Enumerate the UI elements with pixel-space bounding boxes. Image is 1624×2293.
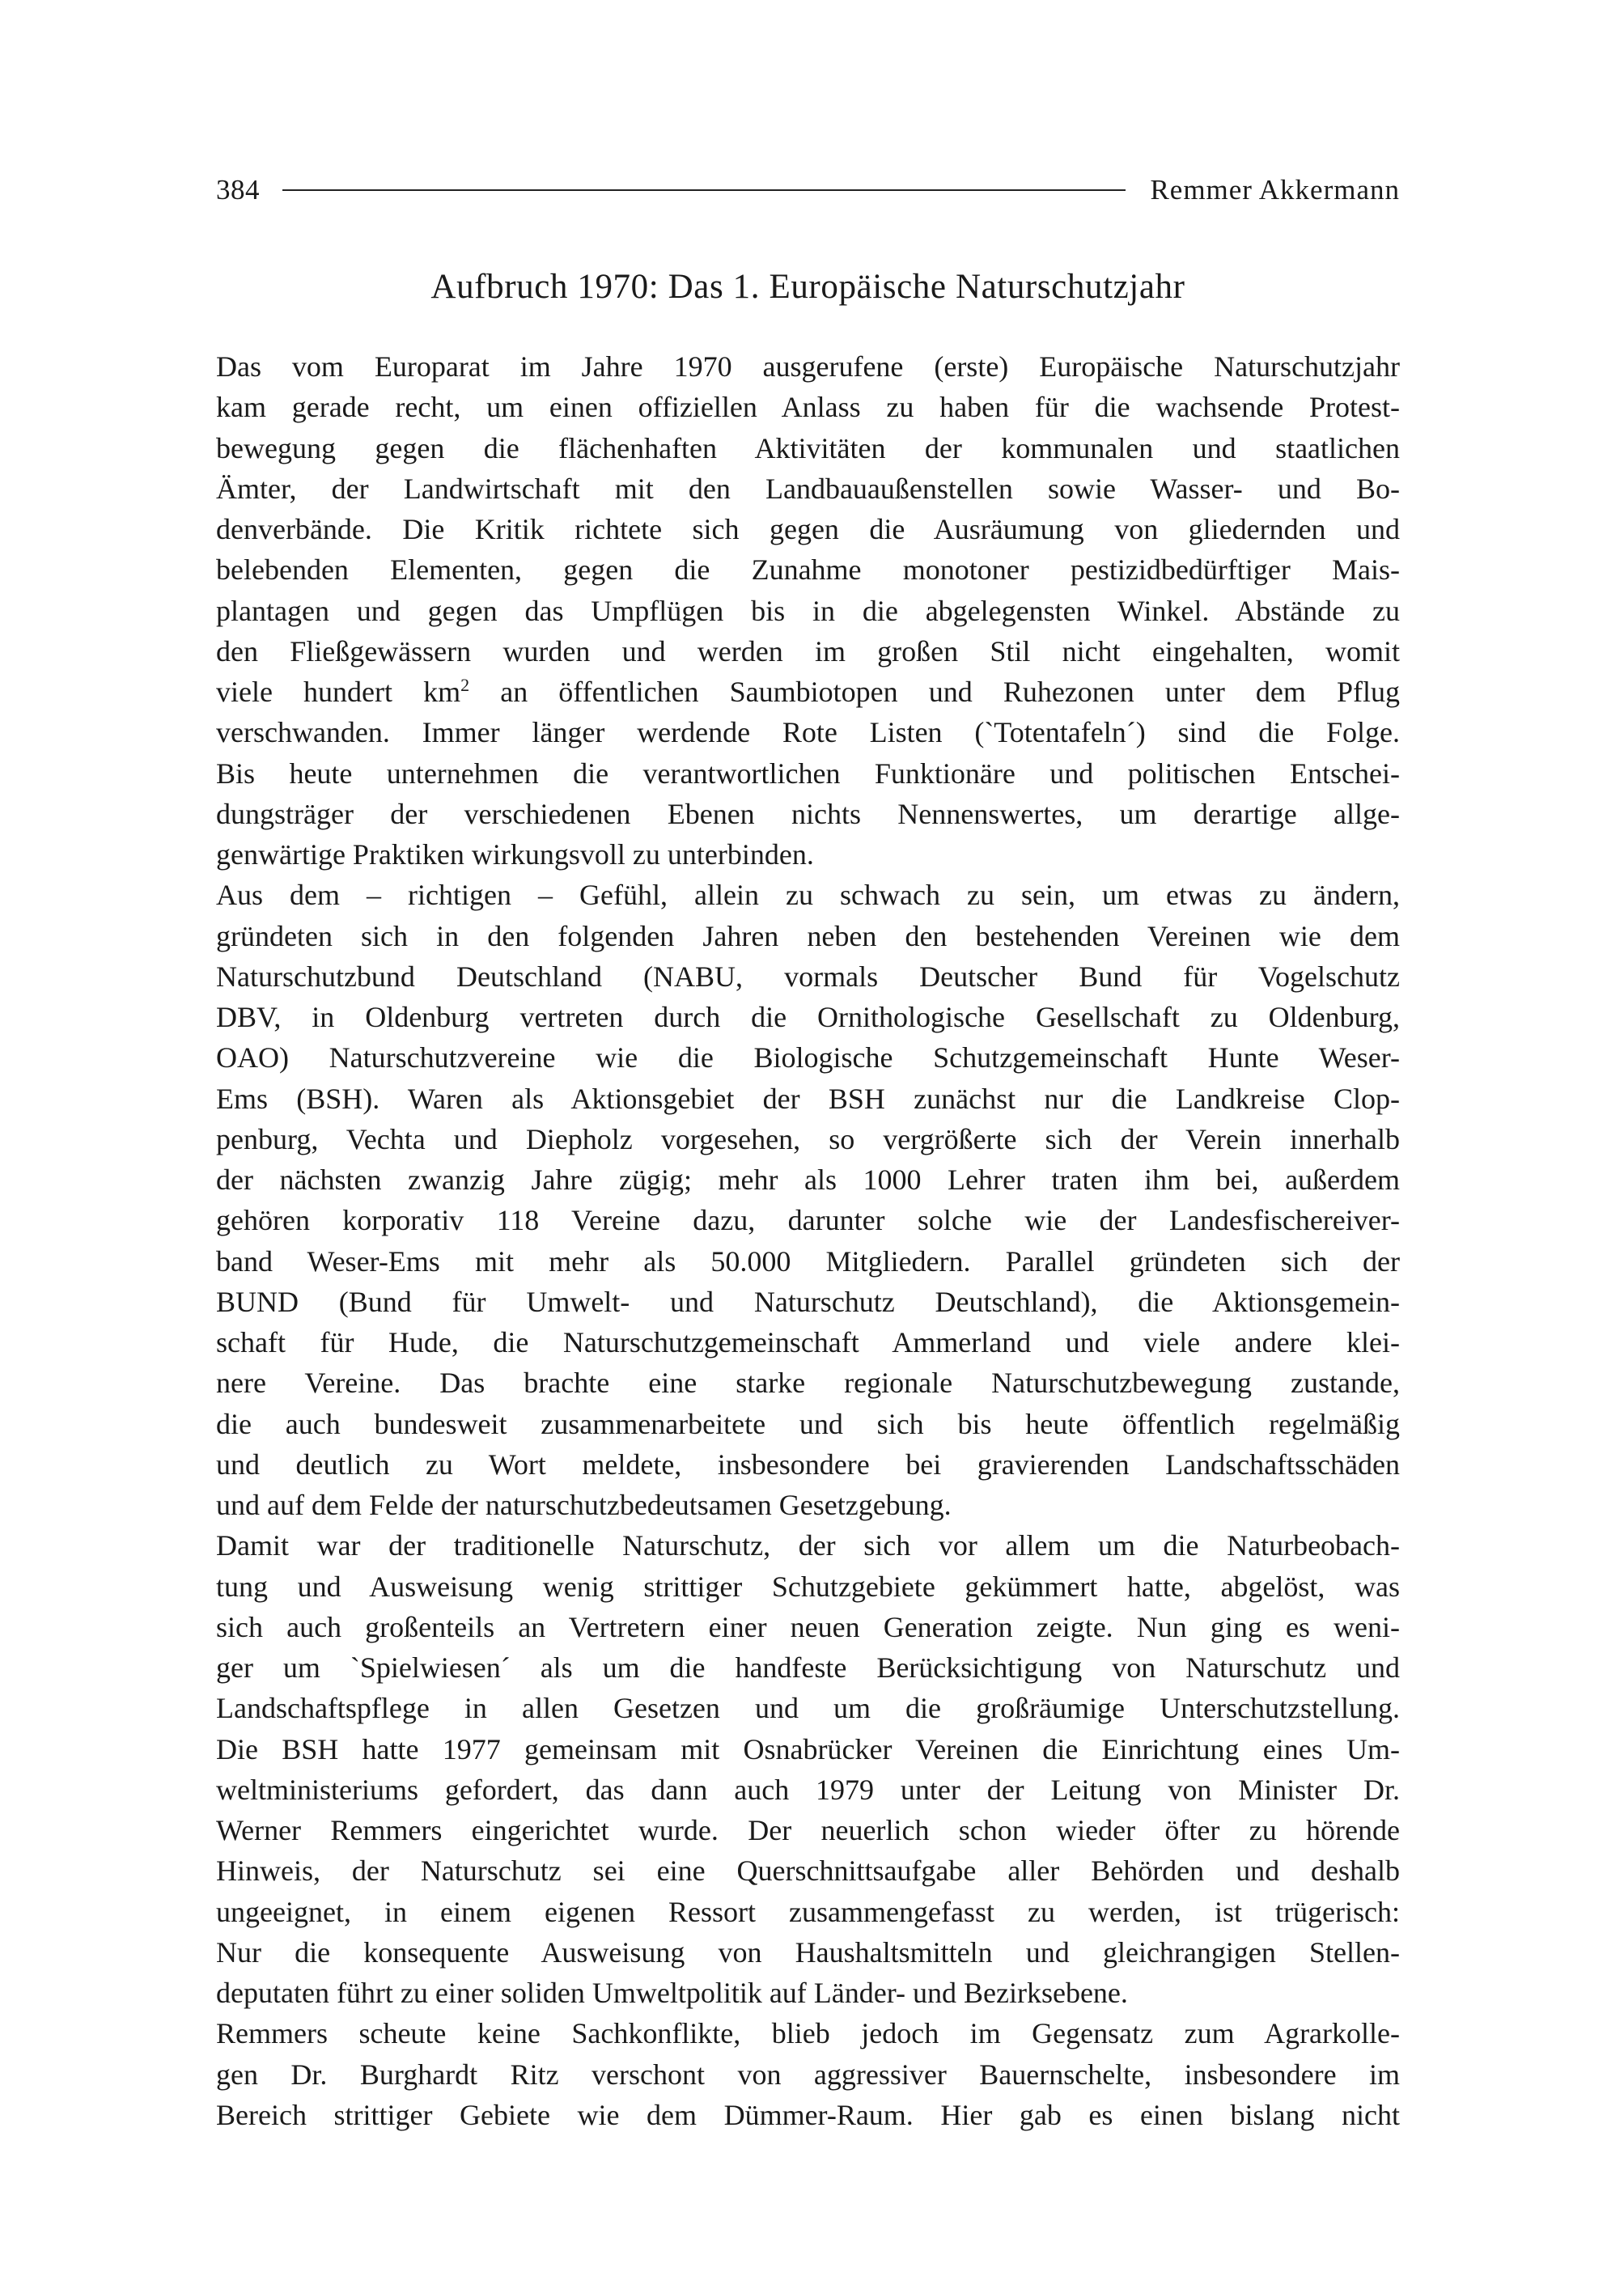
text-line-content: plantagen und gegen das Umpflügen bis in die abgelegensten Winkel. Abstände zu [216, 594, 1400, 627]
text-line-content: DBV, in Oldenburg vertreten durch die Ornithologische Gesellschaft zu Oldenburg, [216, 1001, 1400, 1033]
text-line [216, 794, 1400, 834]
text-line-content: den Fließgewässern wurden und werden im großen Stil nicht eingehalten, womit [216, 634, 1400, 668]
text-line-content: penburg, Vechta und Diepholz vorgesehen, so vergrößerte sich der Verein innerhalb [216, 1122, 1400, 1155]
text-line-content: Bis heute unternehmen die verantwortlichen Funktionäre und politischen Entschei- [216, 757, 1400, 790]
text-line-content: Ämter, der Landwirtschaft mit den Landbauaußenstellen sowie Wasser- und Bo- [216, 472, 1400, 505]
text-line [216, 387, 1400, 427]
text-line-content: gen Dr. Burghardt Ritz verschont von aggressiver Bauernschelte, insbesondere im [216, 2058, 1400, 2091]
text-line-content: nere Vereine. Das brachte eine starke regionale Naturschutzbewegung zustande, [216, 1367, 1400, 1400]
text-line-content: belebenden Elementen, gegen die Zunahme monotoner pestizidbedürftiger Mais- [216, 553, 1400, 587]
text-line [216, 1037, 1400, 1078]
text-line [216, 428, 1400, 468]
text-line [216, 1688, 1400, 1728]
text-line-content: Naturschutzbund Deutschland (NABU, vormals Deutscher Bund für Vogelschutz [216, 960, 1400, 993]
text-line [216, 875, 1400, 915]
text-line-content: Aus dem – richtigen – Gefühl, allein zu schwach zu sein, um etwas zu ändern, [216, 879, 1400, 912]
text-line-content: band Weser-Ems mit mehr als 50.000 Mitgliedern. Parallel gründeten sich der [216, 1244, 1400, 1278]
text-line-content: Damit war der traditionelle Naturschutz, der sich vor allem um die Naturbeobach- [216, 1529, 1400, 1562]
text-line-content: bewegung gegen die flächenhaften Aktivitäten der kommunalen und staatlichen [216, 431, 1400, 464]
text-line-content: ger um `Spielwiesen´ als um die handfeste Berücksichtigung von Naturschutz und [216, 1651, 1400, 1684]
header-rule [282, 189, 1126, 191]
text-line-content: schaft für Hude, die Naturschutzgemeinschaft Ammerland und viele andere klei- [216, 1326, 1400, 1358]
text-line-content: deputaten führt zu einer soliden Umweltpolitik auf Länder- und Bezirksebene. [216, 1977, 1128, 2009]
text-line [216, 1647, 1400, 1688]
text-line [216, 916, 1400, 956]
text-line [216, 956, 1400, 997]
text-line-content: dungsträger der verschiedenen Ebenen nichts Nennenswertes, um derartige allge- [216, 797, 1400, 830]
text-line [216, 1525, 1400, 1566]
text-line-content: Das vom Europarat im Jahre 1970 ausgerufene (erste) Europäische Naturschutzjahr [216, 350, 1400, 383]
text-line-content: Landschaftspflege in allen Gesetzen und um die großräumige Unterschutzstellung. [216, 1692, 1400, 1725]
text-line-content: die auch bundesweit zusammenarbeitete und sich bis heute öffentlich regelmäßig [216, 1407, 1400, 1440]
text-line [216, 1322, 1400, 1363]
text-line [216, 1850, 1400, 1891]
text-line-content: BUND (Bund für Umwelt- und Naturschutz Deutschland), die Aktionsgemein- [216, 1285, 1400, 1318]
text-line [216, 1119, 1400, 1159]
page-number: 384 [216, 174, 260, 206]
text-line-content: Nur die konsequente Ausweisung von Haushaltsmitteln und gleichrangigen Stellen- [216, 1935, 1400, 1969]
chapter-title: Aufbruch 1970: Das 1. Europäische Naturschutzjahr [430, 268, 1185, 306]
text-line [216, 1973, 1400, 2013]
text-line-content: viele hundert km [216, 676, 461, 708]
text-line-content: verschwanden. Immer länger werdende Rote Listen (`Totentafeln´) sind die Folge. [216, 716, 1400, 749]
text-line [216, 712, 1400, 752]
text-line [216, 997, 1400, 1037]
running-head-author: Remmer Akkermann [1150, 174, 1400, 206]
running-head [216, 170, 1400, 210]
text-line-content: Hinweis, der Naturschutz sei eine Querschnittsaufgabe aller Behörden und deshalb [216, 1854, 1400, 1888]
text-line-content: Ems (BSH). Waren als Aktionsgebiet der BSH zunächst nur die Landkreise Clop- [216, 1082, 1400, 1115]
text-line [216, 1404, 1400, 1444]
text-line-content: weltministeriums gefordert, das dann auch 1979 unter der Leitung von Minister Dr. [216, 1773, 1400, 1806]
body-text [216, 346, 1400, 2135]
text-line [216, 2095, 1400, 2135]
text-line-content: Bereich strittiger Gebiete wie dem Dümmer-Raum. Hier gab es einen bislang nicht [216, 2098, 1400, 2131]
text-line [216, 1200, 1400, 1240]
text-line [216, 1282, 1400, 1322]
superscript: 2 [460, 675, 470, 695]
text-line-content: sich auch großenteils an Vertretern einer neuen Generation zeigte. Nun ging es weni- [216, 1610, 1400, 1643]
text-line [216, 672, 1400, 712]
text-line-content: Werner Remmers eingerichtet wurde. Der neuerlich schon wieder öfter zu hörende [216, 1814, 1400, 1846]
text-line [216, 1485, 1400, 1525]
text-line [216, 1729, 1400, 1770]
text-line [216, 1566, 1400, 1607]
text-line [216, 1810, 1400, 1850]
text-line [216, 549, 1400, 590]
text-line [216, 1444, 1400, 1485]
text-line-continuation: an öffentlichen Saumbiotopen und Ruhezonen unter dem Pflug [469, 676, 1400, 708]
text-line-content: und deutlich zu Wort meldete, insbesondere bei gravierenden Landschaftsschäden [216, 1447, 1400, 1481]
text-line [216, 2054, 1400, 2095]
text-line-content: kam gerade recht, um einen offiziellen Anlass zu haben für die wachsende Protest- [216, 391, 1400, 424]
text-line-content: und auf dem Felde der naturschutzbedeutsamen Gesetzgebung. [216, 1489, 952, 1521]
text-line [216, 1607, 1400, 1647]
text-line-content: genwärtige Praktiken wirkungsvoll zu unterbinden. [216, 838, 814, 871]
text-line-content: der nächsten zwanzig Jahre zügig; mehr als 1000 Lehrer traten ihm bei, außerdem [216, 1163, 1400, 1196]
text-line [216, 1932, 1400, 1973]
text-line [216, 2013, 1400, 2054]
text-line [216, 468, 1400, 509]
text-line [216, 509, 1400, 549]
text-line [216, 753, 1400, 794]
text-line [216, 1363, 1400, 1403]
text-line [216, 834, 1400, 875]
text-line [216, 346, 1400, 387]
text-line-content: Remmers scheute keine Sachkonflikte, blieb jedoch im Gegensatz zum Agrarkolle- [216, 2017, 1400, 2050]
text-line [216, 1079, 1400, 1119]
text-line-content: OAO) Naturschutzvereine wie die Biologische Schutzgemeinschaft Hunte Weser- [216, 1041, 1400, 1074]
text-line [216, 1770, 1400, 1810]
text-line-content: gehören korporativ 118 Vereine dazu, darunter solche wie der Landesfischereiver- [216, 1204, 1400, 1237]
text-line-content: Die BSH hatte 1977 gemeinsam mit Osnabrücker Vereinen die Einrichtung eines Um- [216, 1732, 1400, 1765]
text-line [216, 1241, 1400, 1282]
text-line-content: gründeten sich in den folgenden Jahren neben den bestehenden Vereinen wie dem [216, 919, 1400, 952]
text-line [216, 1892, 1400, 1932]
text-line [216, 1159, 1400, 1200]
text-line-content: denverbände. Die Kritik richtete sich gegen die Ausräumung von gliedernden und [216, 513, 1400, 545]
text-line-content: tung und Ausweisung wenig strittiger Schutzgebiete gekümmert hatte, abgelöst, was [216, 1570, 1400, 1603]
text-line-content: ungeeignet, in einem eigenen Ressort zusammengefasst zu werden, ist trügerisch: [216, 1895, 1400, 1928]
text-line [216, 591, 1400, 631]
text-line [216, 631, 1400, 672]
